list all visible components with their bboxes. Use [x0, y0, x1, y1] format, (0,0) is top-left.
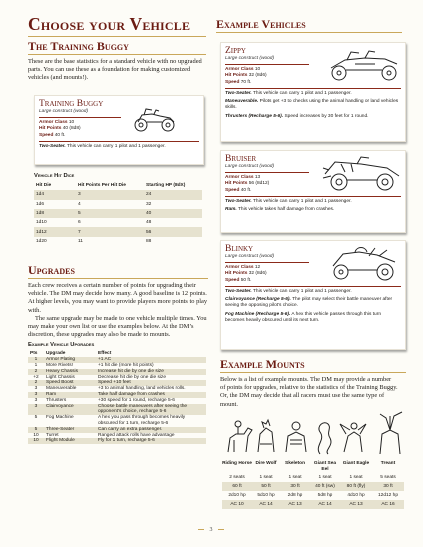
card-divider [39, 141, 199, 142]
bruiser-card [220, 150, 406, 233]
feature-name: Clairvoyance (Recharge 5-6). [225, 297, 291, 303]
speed-label: Speed [225, 277, 240, 283]
blinky-name: Blinky [225, 244, 254, 254]
table-cell: 1d8 [34, 209, 76, 218]
table-row [222, 473, 404, 482]
feature-text: Speed increases by 30 feet for 1 round. [284, 113, 369, 119]
bruiser-feature-1 [225, 199, 401, 205]
zippy-subtitle: Large construct (wood) [225, 56, 275, 61]
table-cell: Ram [44, 392, 96, 398]
table-row [34, 200, 202, 209]
dire-wolf-icon [258, 420, 274, 452]
table-cell: 80 ft (fly) [340, 482, 372, 491]
table-cell: Take half damage from crashes [96, 392, 206, 398]
buggy-illustration-icon [130, 106, 180, 134]
table-cell: More Rivets! [46, 363, 73, 369]
ac-value: 12 [254, 265, 261, 270]
table-row [222, 491, 404, 500]
vehicle-hit-dice-section [34, 173, 204, 246]
table-cell: 2d10 hp [228, 493, 246, 498]
bruiser-illustration-icon [321, 154, 403, 194]
table-row [28, 404, 206, 416]
ac-value: 10 [68, 120, 75, 125]
table-cell: AC 13 [340, 500, 372, 509]
table-row [34, 227, 202, 236]
table-cell: AC 16 [372, 500, 404, 509]
ac-label: Armor Class [225, 67, 254, 72]
table-cell: AC 14 [252, 500, 280, 509]
table-cell: +1 hit die (more hit points) [98, 363, 154, 369]
table-cell: 3 [34, 386, 38, 392]
table-cell: Light Chassis [46, 374, 75, 380]
table-cell: 4 [78, 201, 81, 207]
table-header-row [34, 181, 202, 190]
table-cell: Three-Seater [44, 427, 96, 433]
hp-label: Hit Points [225, 181, 248, 187]
table-cell: AC 14 [310, 500, 340, 509]
example-mounts-heading: Example Mounts [220, 357, 305, 371]
vehicle-hit-dice-table [34, 181, 202, 246]
table-cell: Clairvoyance [44, 404, 96, 416]
table-cell: 10 [33, 432, 39, 438]
table-cell: 1d12 [34, 227, 76, 236]
table-row [34, 237, 202, 246]
blinky-feature-2 [225, 297, 401, 309]
table-cell: 1 seat [288, 475, 302, 480]
speed-label: Speed [225, 187, 240, 193]
table-cell: 60 ft [222, 482, 252, 491]
table-cell: 1 seat [318, 475, 332, 480]
table-cell: 2d8 hp [287, 493, 303, 498]
example-mounts-table [222, 460, 404, 509]
bruiser-feature-2 [225, 207, 401, 213]
table-cell: Choose battle maneuvers after seeing the opponent’s choice, recharge 5-6 [96, 404, 206, 416]
hp-value: 32 (8d6) [248, 271, 267, 277]
example-mounts-intro: Below is a list of example mounts. The DM may provide a number of points for upgrades, relative to the statistics of the Training Buggy. Or, the DM may decide that all racers must use the same type of mount. [220, 376, 398, 408]
feature-name: Two-Seater. [225, 90, 252, 96]
left-column [28, 14, 206, 83]
feature-name: Fog Machine (Recharge 5-6). [225, 311, 291, 317]
column-header: Hit Points Per Hit Die [78, 183, 126, 189]
table-cell: 1d4 [34, 190, 76, 199]
card-divider [225, 286, 401, 287]
bruiser-name: Bruiser [225, 154, 257, 164]
table-cell: 50 ft [252, 482, 280, 491]
giant-eagle-icon [340, 423, 366, 452]
table-row [34, 218, 202, 227]
page-title: Choose your Vehicle [28, 14, 191, 34]
column-header: Giant Sea Eel [313, 461, 337, 472]
feature-text: The pilot may select their battle maneuver after seeing the opposing pilot’s choice. [225, 297, 393, 309]
table-cell: 1 [34, 363, 38, 369]
table-cell: Speed +10 feet [96, 380, 206, 386]
table-cell: Fly for 1 turn, recharge 5-6 [96, 438, 206, 444]
ac-value: 13 [254, 175, 261, 180]
feature-text: This vehicle can carry 1 pilot and 1 passenger. [253, 90, 352, 96]
column-header: Dire Wolf [255, 461, 277, 466]
giant-sea-eel-icon [318, 423, 331, 454]
training-buggy-name: Training Buggy [39, 99, 104, 109]
table-cell: Heavy Chassis [44, 369, 96, 375]
table-cell: 1d6 [36, 201, 45, 207]
column-header: Starting HP (8dX) [146, 183, 186, 189]
table-cell: 1 seat [259, 475, 273, 480]
table-cell: AC 10 [222, 500, 252, 509]
training-buggy-intro: These are the base statistics for a standard vehicle with no upgraded parts. You can use these as a foundation for making customized vehicles (and mounts!). [28, 58, 202, 82]
example-vehicles-heading: Example Vehicles [216, 17, 306, 31]
zippy-name: Zippy [225, 46, 246, 56]
table-cell: 32 [146, 201, 152, 207]
table-cell: 2 [28, 380, 44, 386]
column-header: Giant Eagle [342, 461, 370, 466]
example-mounts-underline [220, 372, 406, 373]
feature-name: Two-Seater. [225, 198, 252, 204]
table-cell: 5d10 hp [257, 493, 275, 498]
table-cell: +2 [33, 374, 39, 380]
column-header: Hit Die [36, 183, 52, 189]
example-vehicles-underline [216, 32, 402, 33]
table-cell: 24 [144, 190, 202, 199]
column-header: Pts [30, 351, 38, 357]
speed-label: Speed [39, 132, 54, 138]
table-cell: Fog Machine [46, 415, 74, 421]
vehicle-hit-dice-heading: Vehicle Hit Dice [34, 173, 75, 179]
column-header: Skeleton [285, 461, 305, 466]
table-cell: 11 [78, 238, 83, 244]
table-cell: +1 AC [96, 357, 206, 363]
table-cell: 1d20 [36, 238, 47, 244]
feature-text: Pilots get +3 to checks using the animal handling or land vehicles skills. [225, 99, 399, 111]
speed-value: 40 ft. [240, 187, 252, 193]
zippy-card [220, 42, 406, 142]
column-header: Effect [98, 351, 112, 357]
table-cell: Turret [46, 432, 59, 438]
feature-name: Two-Seater. [39, 143, 66, 149]
upgrades-section [28, 264, 208, 444]
table-cell: 56 [144, 227, 202, 236]
feature-name: Ram. [225, 207, 237, 213]
table-cell: Can carry an extra passenger. [96, 427, 206, 433]
hp-label: Hit Points [225, 73, 248, 79]
ac-value: 10 [254, 67, 261, 72]
table-cell: 88 [146, 238, 152, 244]
riding-horse-icon [228, 421, 252, 452]
hp-label: Hit Points [225, 271, 248, 277]
feature-name: Thrusters (Recharge 5-6). [225, 113, 284, 119]
column-header: Treant [380, 461, 396, 466]
table-cell: 3 [28, 404, 44, 416]
table-cell: Increase hit die by one die size [96, 369, 206, 375]
upgrades-paragraph-2: The same upgrade may be made to one vehicle multiple times. You may make your own list or use the examples below. At the DM’s discretion, these upgrades may also be made to mounts. [28, 314, 207, 339]
example-mounts-section [220, 358, 406, 409]
blinky-feature-1 [225, 289, 401, 295]
training-buggy-subtitle: Large construct (wood) [39, 109, 89, 114]
zippy-illustration-icon [325, 46, 403, 84]
ac-label: Armor Class [225, 265, 254, 270]
title-underline [28, 36, 206, 37]
table-cell: 5 [28, 427, 44, 433]
hp-value: 40 (8d8) [62, 126, 81, 132]
table-cell: 6 [78, 220, 81, 226]
upgrades-heading-underline [28, 278, 208, 279]
column-header: Upgrade [46, 351, 66, 357]
table-header-row [222, 460, 404, 473]
table-cell: AC 13 [280, 500, 310, 509]
table-cell: Armor Plating [44, 357, 96, 363]
table-cell: Flight Module [44, 438, 96, 444]
table-cell: 30 ft [372, 482, 404, 491]
table-cell: Decrease hit die by one die size [98, 374, 166, 380]
card-divider [225, 196, 401, 197]
table-cell: +3 to animal handling, land vehicles rolls. [98, 386, 186, 392]
training-buggy-heading: The Training Buggy [28, 39, 129, 53]
feature-text: This vehicle can carry 1 pilot and 1 passenger. [67, 143, 166, 149]
table-cell: 48 [146, 220, 152, 226]
feature-text: A hex this vehicle passes through this turn becomes heavily obscured until its next turn. [225, 311, 381, 323]
table-cell: +30 speed for 1 round, recharge 5-6 [98, 397, 175, 403]
table-cell: 1 seat [349, 475, 363, 480]
page-number: 3 [204, 524, 218, 536]
upgrades-paragraph-1: Each crew receives a certain number of points for upgrading their vehicle. The DM may decide how many. A good baseline is 12 points. At higher levels, you may want to provide players more points to play with. [28, 282, 208, 314]
table-cell: 12d12 hp [377, 493, 398, 498]
table-cell: 2 seats [229, 475, 245, 480]
training-buggy-feature [39, 144, 199, 150]
upgrades-table [28, 351, 206, 444]
speed-value: 50 ft. [240, 277, 252, 283]
training-buggy-card [34, 95, 204, 165]
zippy-feature-2 [225, 99, 401, 111]
feature-text: This vehicle takes half damage from crashes. [237, 207, 335, 213]
blinky-subtitle: Large construct (wood) [225, 254, 275, 259]
table-cell: 5d8 hp [317, 493, 333, 498]
mount-illustrations [220, 410, 406, 460]
card-divider [225, 262, 309, 263]
table-cell: 40 [144, 209, 202, 218]
table-cell: 4d10 hp [347, 493, 365, 498]
table-cell: 30 ft [280, 482, 310, 491]
table-row [28, 438, 206, 444]
upgrades-table-heading: Example Vehicle Upgrades [28, 342, 95, 349]
blinky-illustration-icon [325, 244, 403, 284]
ac-label: Armor Class [225, 175, 254, 180]
card-divider [39, 117, 121, 118]
bruiser-subtitle: Large construct (wood) [225, 164, 275, 169]
feature-name: Maneuverable. [225, 99, 259, 105]
table-cell: 5 [34, 415, 38, 421]
upgrades-heading: Upgrades [28, 263, 75, 277]
table-row [222, 482, 404, 491]
speed-value: 70 ft. [240, 79, 252, 85]
feature-text: This vehicle can carry 1 pilot and 1 passenger. [253, 288, 352, 294]
table-row [222, 500, 404, 509]
feature-name: Two-Seater. [225, 288, 252, 294]
table-cell: 1d10 [36, 220, 47, 226]
hp-value: 56 (8d12) [248, 181, 270, 187]
table-cell: Speed Boost [44, 380, 96, 386]
table-cell: Maneuverable [46, 386, 77, 392]
blinky-feature-3 [225, 312, 401, 324]
table-cell: A hex you pass through becomes heavily obscured for 1 turn, recharge 5-6 [98, 415, 186, 426]
table-row [28, 415, 206, 427]
feature-text: This vehicle can carry 1 pilot and 1 passenger. [253, 198, 352, 204]
speed-value: 40 ft. [54, 132, 66, 138]
table-cell: 1 [28, 357, 44, 363]
table-row [34, 190, 202, 199]
table-cell: 5 [76, 209, 144, 218]
table-cell: 40 ft (sw) [310, 482, 340, 491]
training-buggy-heading-underline [28, 54, 206, 55]
ac-label: Armor Class [39, 120, 68, 125]
zippy-feature-3 [225, 114, 401, 120]
table-cell: Ranged attack rolls have advantage [98, 432, 175, 438]
blinky-card [220, 240, 406, 350]
card-divider [225, 88, 401, 89]
table-cell: 2 [28, 369, 44, 375]
table-cell: 3 [34, 397, 38, 403]
right-column [216, 18, 402, 36]
table-row [34, 209, 202, 218]
table-cell: 3 [76, 190, 144, 199]
skeleton-icon [286, 422, 306, 452]
table-cell: Thrusters [46, 397, 67, 403]
column-header: Riding Horse [222, 461, 252, 466]
table-cell: 3 [28, 392, 44, 398]
table-cell: 5 seats [380, 475, 396, 480]
card-divider [225, 64, 309, 65]
table-cell: 10 [28, 438, 44, 444]
treant-icon [380, 412, 402, 454]
zippy-feature-1 [225, 91, 401, 97]
card-divider [225, 172, 309, 173]
speed-label: Speed [225, 79, 240, 85]
hp-label: Hit Points [39, 126, 62, 132]
table-cell: 7 [76, 227, 144, 236]
hp-value: 32 (8d6) [248, 73, 267, 79]
